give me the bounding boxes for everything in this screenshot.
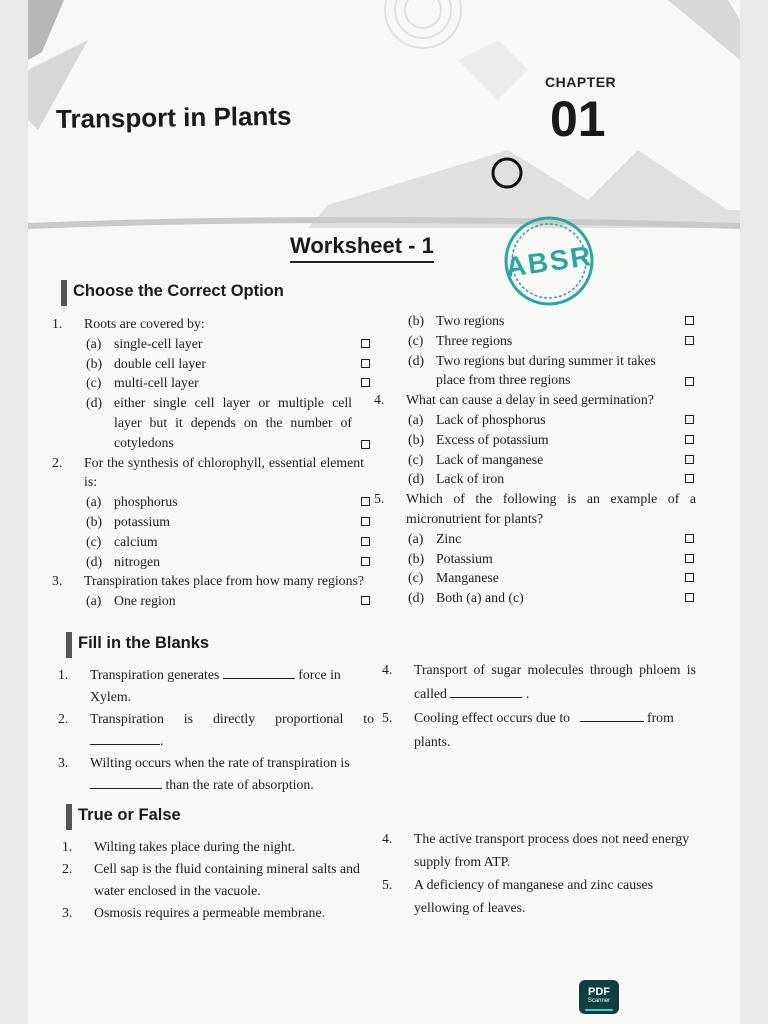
- tf-left-column: [62, 836, 378, 924]
- fill-blanks-heading: Fill in the Blanks: [66, 634, 209, 653]
- fill-question-2: 2. Transpiration is directly proportional to .: [58, 711, 374, 748]
- option-checkbox[interactable]: [361, 557, 370, 566]
- option-checkbox[interactable]: [685, 316, 694, 325]
- option-checkbox[interactable]: [685, 415, 694, 424]
- fill-question-3: 3. Wilting occurs when the rate of transpiration is than the rate of absorption.: [58, 755, 350, 792]
- stamp-seal: [495, 213, 603, 309]
- answer-blank[interactable]: [450, 685, 522, 698]
- question-5: 5. Which of the following is an example of a micronutrient for plants? (a) Zinc (b) Potassium (c) Manganese (d) Both (a) and (c): [374, 491, 696, 606]
- option-checkbox[interactable]: [361, 339, 370, 348]
- mcq-heading: Choose the Correct Option: [61, 282, 284, 301]
- answer-blank[interactable]: [90, 776, 162, 789]
- fill-right-column: [382, 658, 696, 754]
- fill-question-1: 1. Transpiration generates force in Xylem.: [58, 667, 341, 704]
- option-checkbox[interactable]: [361, 359, 370, 368]
- option-checkbox[interactable]: [685, 377, 694, 386]
- worksheet-title: Worksheet - 1: [290, 233, 434, 263]
- fill-question-5: 5. Cooling effect occurs due to from plants.: [382, 710, 674, 749]
- pdf-scanner-logo: PDF Scanner: [579, 980, 619, 1014]
- option-checkbox[interactable]: [685, 455, 694, 464]
- tf-statement-3: 3. Osmosis requires a permeable membrane.: [62, 905, 326, 920]
- option-checkbox[interactable]: [361, 378, 370, 387]
- option-checkbox[interactable]: [361, 596, 370, 605]
- answer-blank[interactable]: [580, 709, 644, 722]
- option-checkbox[interactable]: [685, 435, 694, 444]
- mcq-left-column: [52, 314, 372, 611]
- worksheet-page: [28, 0, 740, 1024]
- chapter-number: 01: [550, 91, 606, 147]
- svg-text:ABSR: ABSR: [503, 240, 595, 283]
- fill-left-column: [58, 664, 374, 796]
- question-2: 2. For the synthesis of chlorophyll, essential element is: (a) phosphorus (b) potassium (c) calcium (d) nitrogen: [68, 453, 372, 572]
- option-checkbox[interactable]: [685, 593, 694, 602]
- answer-blank[interactable]: [90, 732, 160, 745]
- chapter-label: CHAPTER: [545, 74, 617, 90]
- option-checkbox[interactable]: [361, 497, 370, 506]
- question-1: 1. Roots are covered by: (a) single-cell layer (b) double cell layer (c) multi-cell layer (d) either single cell layer or multiple cell layer but it depends on the number of cotyledons: [68, 314, 372, 453]
- tf-statement-5: 5. A deficiency of manganese and zinc causes yellowing of leaves.: [382, 877, 654, 915]
- option-checkbox[interactable]: [361, 440, 370, 449]
- option-checkbox[interactable]: [685, 534, 694, 543]
- option-checkbox[interactable]: [685, 474, 694, 483]
- option-checkbox[interactable]: [361, 537, 370, 546]
- tf-statement-4: 4. The active transport process does not need energy supply from ATP.: [382, 831, 690, 869]
- mcq-right-column: [374, 311, 696, 608]
- tf-statement-1: 1. Wilting takes place during the night.: [62, 839, 295, 854]
- answer-blank[interactable]: [223, 666, 295, 679]
- true-false-heading: True or False: [66, 806, 181, 825]
- option-checkbox[interactable]: [361, 517, 370, 526]
- option-checkbox[interactable]: [685, 336, 694, 345]
- tf-statement-2: 2. Cell sap is the fluid containing mineral salts and water enclosed in the vacuole.: [62, 861, 360, 898]
- fill-question-4: 4. Transport of sugar molecules through phloem is called .: [382, 662, 696, 701]
- question-3: 3. Transpiration takes place from how many regions? (a) One region: [68, 571, 372, 611]
- question-3-continued: (b) Two regions (c) Three regions (d) Two regions but during summer it takes place from three regions: [390, 311, 696, 390]
- option-checkbox[interactable]: [685, 554, 694, 563]
- question-4: 4. What can cause a delay in seed germination? (a) Lack of phosphorus (b) Excess of potassium (c) Lack of manganese (d) Lack of iron: [390, 390, 696, 489]
- option-checkbox[interactable]: [685, 573, 694, 582]
- page-title: Transport in Plants: [55, 100, 292, 134]
- tf-right-column: [382, 827, 698, 919]
